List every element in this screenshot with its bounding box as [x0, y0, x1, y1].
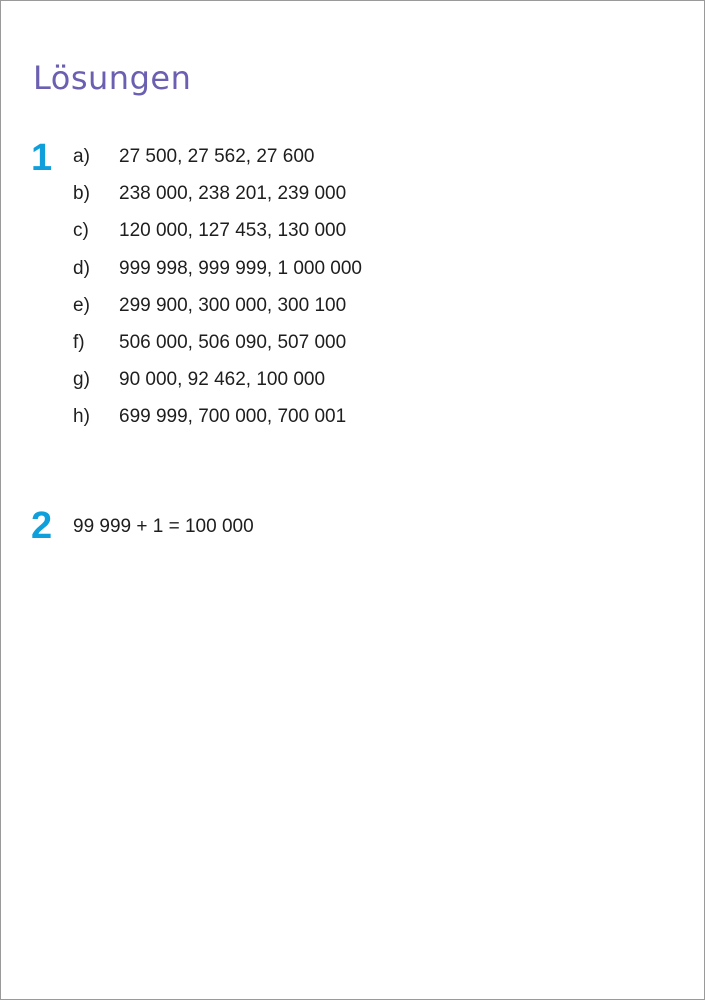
- answer-value: 999 998, 999 999, 1 000 000: [119, 257, 363, 279]
- answer-label: b): [73, 183, 90, 205]
- answer-label: c): [73, 220, 89, 242]
- answer-value: 90 000, 92 462, 100 000: [119, 369, 326, 391]
- answer-value: 506 000, 506 090, 507 000: [119, 331, 347, 353]
- task-1-number: 1: [31, 137, 53, 179]
- page-title: Lösungen: [33, 59, 192, 97]
- answer-label: a): [73, 146, 90, 167]
- answer-row-e: [73, 295, 362, 332]
- answer-label: h): [73, 406, 90, 428]
- answer-label: g): [73, 369, 90, 391]
- answer-row-d: [73, 258, 362, 295]
- answer-value: 699 999, 700 000, 700 001: [119, 406, 347, 428]
- task-1-answer-list: [73, 146, 362, 444]
- answer-label: e): [73, 294, 90, 316]
- answer-row-a: [73, 146, 362, 183]
- answer-row-c: [73, 220, 362, 257]
- answer-row-h: [73, 406, 362, 443]
- answer-row-f: [73, 332, 362, 369]
- answer-row-g: [73, 369, 362, 406]
- task-2-number: 2: [31, 505, 53, 547]
- answer-label: d): [73, 257, 90, 279]
- answer-row-b: [73, 183, 362, 220]
- answer-value: 238 000, 238 201, 239 000: [119, 183, 347, 205]
- answer-label: f): [73, 331, 85, 353]
- answer-value: 120 000, 127 453, 130 000: [119, 220, 347, 242]
- task-2-equation: 99 999 + 1 = 100 000: [73, 516, 254, 537]
- answer-value: 299 900, 300 000, 300 100: [119, 294, 347, 316]
- answer-value: 27 500, 27 562, 27 600: [119, 146, 315, 167]
